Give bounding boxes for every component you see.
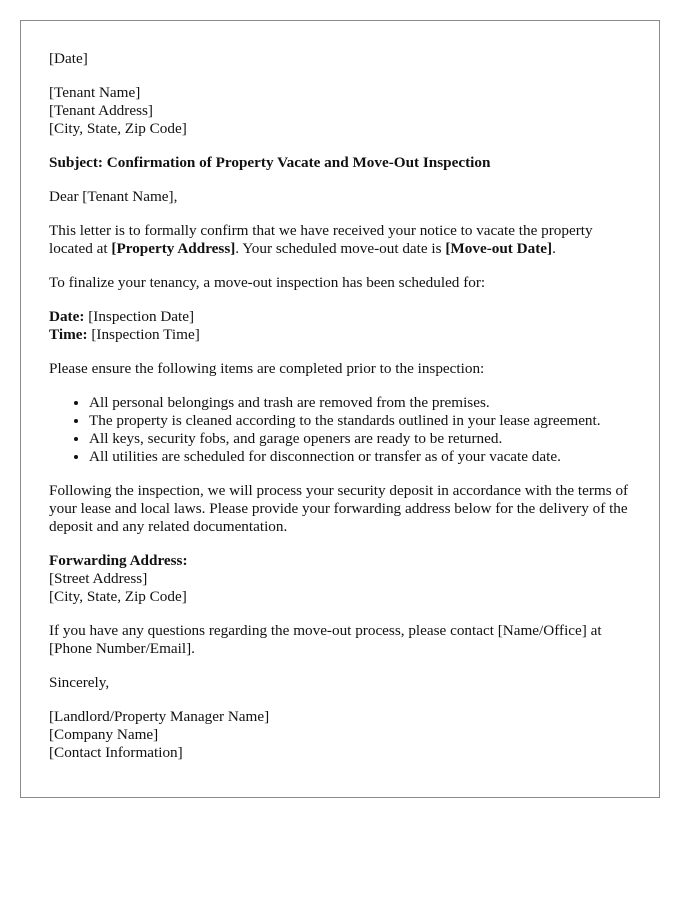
forwarding-address-block (49, 552, 631, 606)
checklist-item: • All keys, security fobs, and garage openers are ready to be returned. (89, 430, 631, 448)
signature-name: [Landlord/Property Manager Name] (49, 708, 270, 725)
signature-company: [Company Name] (49, 726, 159, 743)
inspection-time-value: [Inspection Time] (87, 326, 200, 343)
inspection-details (49, 308, 631, 344)
recipient-block (49, 84, 631, 138)
forwarding-street: [Street Address] (49, 570, 148, 587)
move-out-date: [Move-out Date] (445, 240, 553, 257)
forwarding-city-state-zip: [City, State, Zip Code] (49, 588, 187, 605)
checklist-item: • All utilities are scheduled for disconnection or transfer as of your vacate date. (89, 448, 631, 466)
deposit-paragraph: Following the inspection, we will process your security deposit in accordance with the terms of your lease and local laws. Please provide your forwarding address below for the delivery of the deposit and any related documentation. (49, 482, 629, 535)
signature-contact: [Contact Information] (49, 744, 183, 761)
inspection-time-line (49, 326, 631, 344)
questions-paragraph: If you have any questions regarding the move-out process, please contact [Name/Office] at [Phone Number/Email]. (49, 622, 602, 657)
intro-text-2: . Your scheduled move-out date is (235, 240, 446, 257)
checklist-intro: Please ensure the following items are completed prior to the inspection: (49, 360, 485, 377)
inspection-intro: To finalize your tenancy, a move-out inspection has been scheduled for: (49, 274, 486, 291)
subject-line: Subject: Confirmation of Property Vacate and Move-Out Inspection (49, 154, 491, 171)
recipient-city-state-zip: [City, State, Zip Code] (49, 120, 187, 137)
salutation: Dear [Tenant Name], (49, 188, 178, 205)
closing: Sincerely, (49, 674, 110, 691)
checklist (49, 394, 631, 466)
checklist-item: • All personal belongings and trash are removed from the premises. (89, 394, 631, 412)
inspection-date-label: Date: (49, 308, 85, 325)
forwarding-address-label: Forwarding Address: (49, 552, 188, 569)
inspection-time-label: Time: (49, 326, 88, 343)
intro-paragraph (49, 222, 631, 258)
recipient-name: [Tenant Name] (49, 84, 141, 101)
inspection-date-line (49, 308, 631, 326)
recipient-address: [Tenant Address] (49, 102, 153, 119)
letter-date: [Date] (49, 50, 88, 67)
intro-text-1: This letter is to formally confirm that we have received your notice to vacate the property located at (49, 222, 593, 257)
checklist-item: • The property is cleaned according to the standards outlined in your lease agreement. (89, 412, 631, 430)
letter-page (20, 20, 660, 798)
signature-block (49, 708, 631, 762)
property-address: [Property Address] (111, 240, 236, 257)
inspection-date-value: [Inspection Date] (84, 308, 195, 325)
intro-text-3: . (552, 240, 556, 257)
